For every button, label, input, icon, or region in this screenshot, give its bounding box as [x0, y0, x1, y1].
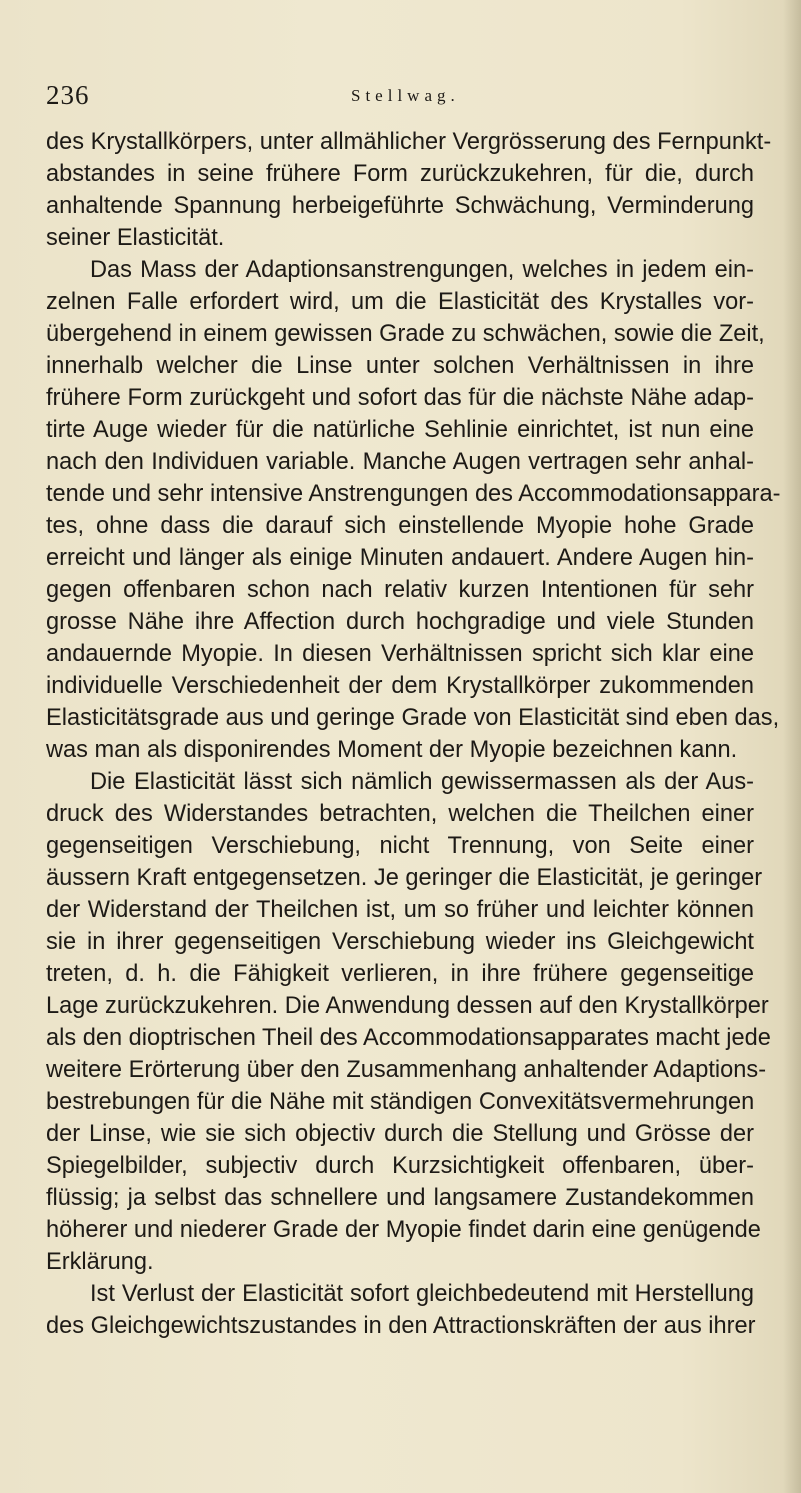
text-line: was man als disponirendes Moment der Myopie bezeichnen kann.: [46, 737, 738, 763]
text-line: Lage zurückzukehren. Die Anwendung dessen auf den Krystallkörper: [46, 993, 769, 1019]
text-line: übergehend in einem gewissen Grade zu schwächen, sowie die Zeit,: [46, 321, 765, 347]
page-edge-shadow: [783, 0, 801, 1493]
text-line: des Gleichgewichtszustandes in den Attractionskräften der aus ihrer: [46, 1313, 756, 1339]
page-number: 236: [46, 80, 90, 110]
text-line: höherer und niederer Grade der Myopie findet darin eine genügende: [46, 1217, 761, 1243]
text-line: gegenseitigen Verschiebung, nicht Trennung, von Seite einer: [46, 833, 754, 859]
text-line: als den dioptrischen Theil des Accommodationsapparates macht jede: [46, 1025, 771, 1051]
text-line: Elasticitätsgrade aus und geringe Grade von Elasticität sind eben das,: [46, 705, 780, 731]
text-line: tes, ohne dass die darauf sich einstellende Myopie hohe Grade: [46, 513, 754, 539]
text-line: druck des Widerstandes betrachten, welchen die Theilchen einer: [46, 801, 754, 827]
text-line: anhaltende Spannung herbeigeführte Schwächung, Verminderung: [46, 193, 754, 219]
text-line: seiner Elasticität.: [46, 225, 225, 251]
text-line: bestrebungen für die Nähe mit ständigen Convexitätsvermehrungen: [46, 1089, 755, 1115]
text-line: treten, d. h. die Fähigkeit verlieren, in ihre frühere gegenseitige: [46, 961, 754, 987]
text-line: Spiegelbilder, subjectiv durch Kurzsichtigkeit offenbaren, über-: [46, 1153, 754, 1179]
text-line: nach den Individuen variable. Manche Augen vertragen sehr anhal-: [46, 449, 754, 475]
text-line: frühere Form zurückgeht und sofort das für die nächste Nähe adap-: [46, 385, 754, 411]
text-line: erreicht und länger als einige Minuten andauert. Andere Augen hin-: [46, 545, 754, 571]
text-line: weitere Erörterung über den Zusammenhang anhaltender Adaptions-: [46, 1057, 767, 1083]
text-line: innerhalb welcher die Linse unter solchen Verhältnissen in ihre: [46, 353, 754, 379]
running-head: Stellwag.: [351, 86, 460, 105]
text-line: sie in ihrer gegenseitigen Verschiebung wieder ins Gleichgewicht: [46, 929, 754, 955]
text-line: Ist Verlust der Elasticität sofort gleichbedeutend mit Herstellung: [90, 1281, 754, 1307]
text-line: tirte Auge wieder für die natürliche Sehlinie einrichtet, ist nun eine: [46, 417, 754, 443]
text-line: zelnen Falle erfordert wird, um die Elasticität des Krystalles vor-: [46, 289, 754, 315]
text-line: Das Mass der Adaptionsanstrengungen, welches in jedem ein-: [90, 257, 754, 283]
text-line: der Widerstand der Theilchen ist, um so früher und leichter können: [46, 897, 754, 923]
text-line: tende und sehr intensive Anstrengungen des Accommodationsappara-: [46, 481, 781, 507]
text-line: des Krystallkörpers, unter allmählicher Vergrösserung des Fernpunkt-: [46, 129, 772, 155]
text-line: gegen offenbaren schon nach relativ kurzen Intentionen für sehr: [46, 577, 754, 603]
text-line: flüssig; ja selbst das schnellere und langsamere Zustandekommen: [46, 1185, 754, 1211]
body-text: [46, 126, 781, 1342]
text-line: grosse Nähe ihre Affection durch hochgradige und viele Stunden: [46, 609, 754, 635]
text-line: äussern Kraft entgegensetzen. Je geringer die Elasticität, je geringer: [46, 865, 763, 891]
text-line: Die Elasticität lässt sich nämlich gewissermassen als der Aus-: [90, 769, 754, 795]
page-header: [46, 80, 746, 114]
text-line: andauernde Myopie. In diesen Verhältnissen spricht sich klar eine: [46, 641, 754, 667]
text-line: individuelle Verschiedenheit der dem Krystallkörper zukommenden: [46, 673, 754, 699]
text-line: abstandes in seine frühere Form zurückzukehren, für die, durch: [46, 161, 754, 187]
text-line: Erklärung.: [46, 1249, 154, 1275]
text-line: der Linse, wie sie sich objectiv durch die Stellung und Grösse der: [46, 1121, 754, 1147]
